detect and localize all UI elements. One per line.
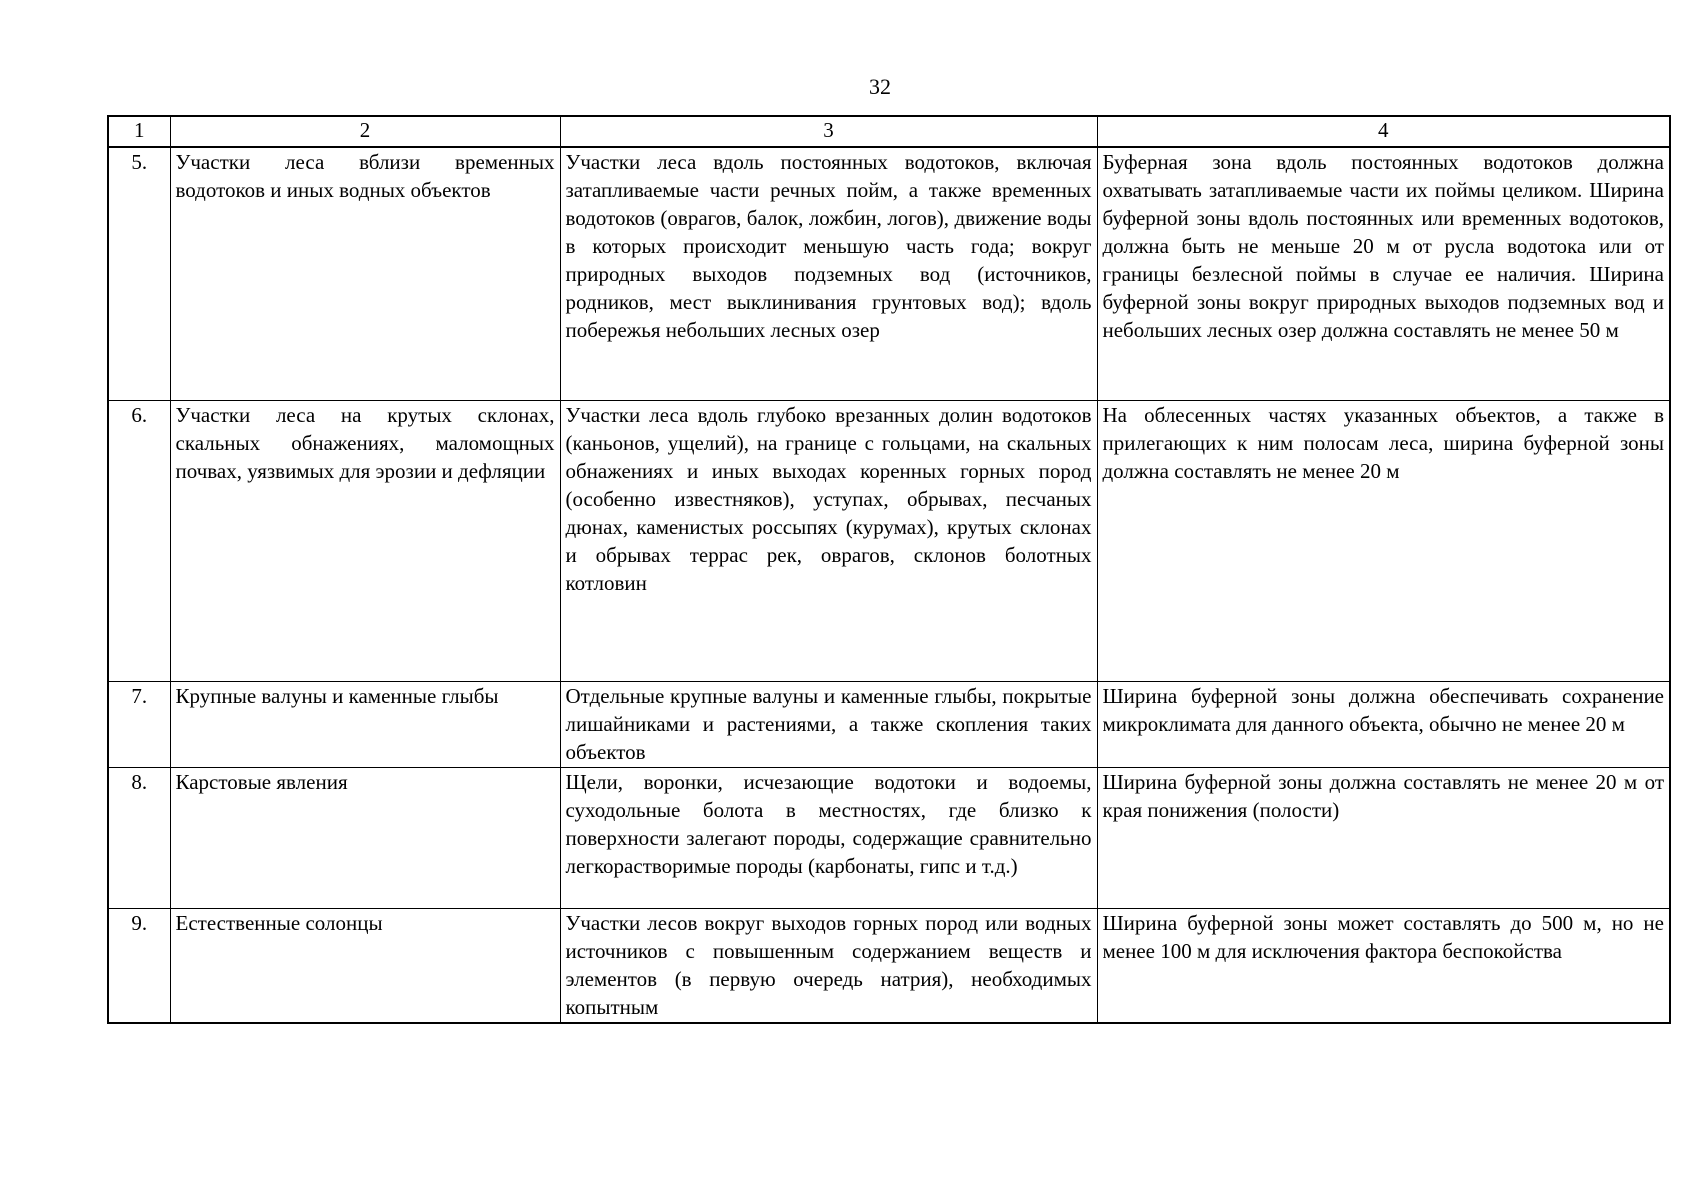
row-number: 5.	[108, 147, 170, 401]
row-description: Щели, воронки, исчезающие водотоки и водоемы, суходольные болота в местностях, где близко к поверхности залегают породы, содержащие сравнительно легкорастворимые породы (карбонаты, гипс и т.д.)	[560, 768, 1097, 909]
row-description: Отдельные крупные валуны и каменные глыбы, покрытые лишайниками и растениями, а также скопления таких объектов	[560, 682, 1097, 768]
page-number: 32	[869, 74, 891, 99]
row-buffer: Ширина буферной зоны может составлять до 500 м, но не менее 100 м для исключения фактора беспокойства	[1097, 909, 1670, 1024]
row-buffer: Ширина буферной зоны должна составлять не менее 20 м от края понижения (полости)	[1097, 768, 1670, 909]
row-description: Участки леса вдоль глубоко врезанных долин водотоков (каньонов, ущелий), на границе с гольцами, на скальных обнажениях и иных выходах коренных горных пород (особенно известняков), уступах, обрывах, песчаных дюнах, каменистых россыпях (курумах), крутых склонах и обрывах террас рек, оврагов, склонов болотных котловин	[560, 401, 1097, 682]
row-description: Участки леса вдоль постоянных водотоков, включая затапливаемые части речных пойм, а также временных водотоков (оврагов, балок, ложбин, логов), движение воды в которых происходит меньшую часть года; вокруг природных выходов подземных вод (источников, родников, мест выклинивания грунтовых вод); вдоль побережья небольших лесных озер	[560, 147, 1097, 401]
header-col-3: 3	[560, 116, 1097, 147]
table-row	[108, 768, 1670, 909]
row-object: Карстовые явления	[170, 768, 560, 909]
table-header-row	[108, 116, 1670, 147]
row-buffer: Ширина буферной зоны должна обеспечивать сохранение микроклимата для данного объекта, обычно не менее 20 м	[1097, 682, 1670, 768]
row-object: Участки леса на крутых склонах, скальных обнажениях, маломощных почвах, уязвимых для эрозии и дефляции	[170, 401, 560, 682]
table-row	[108, 909, 1670, 1024]
row-buffer: На облесенных частях указанных объектов, а также в прилегающих к ним полосам леса, ширина буферной зоны должна составлять не менее 20 м	[1097, 401, 1670, 682]
row-object: Крупные валуны и каменные глыбы	[170, 682, 560, 768]
row-description: Участки лесов вокруг выходов горных пород или водных источников с повышенным содержанием веществ и элементов (в первую очередь натрия), необходимых копытным	[560, 909, 1097, 1024]
row-object: Естественные солонцы	[170, 909, 560, 1024]
table-row	[108, 147, 1670, 401]
header-col-4: 4	[1097, 116, 1670, 147]
row-buffer: Буферная зона вдоль постоянных водотоков должна охватывать затапливаемые части их поймы целиком. Ширина буферной зоны вдоль постоянных или временных водотоков, должна быть не меньше 20 м от русла водотока или от границы безлесной поймы в случае ее наличия. Ширина буферной зоны вокруг природных выходов подземных вод и небольших лесных озер должна составлять не менее 50 м	[1097, 147, 1670, 401]
table-row	[108, 401, 1670, 682]
row-number: 6.	[108, 401, 170, 682]
header-col-1: 1	[108, 116, 170, 147]
header-col-2: 2	[170, 116, 560, 147]
row-object: Участки леса вблизи временных водотоков и иных водных объектов	[170, 147, 560, 401]
buffer-zone-table	[107, 115, 1671, 1024]
table-row	[108, 682, 1670, 768]
row-number: 7.	[108, 682, 170, 768]
row-number: 9.	[108, 909, 170, 1024]
row-number: 8.	[108, 768, 170, 909]
